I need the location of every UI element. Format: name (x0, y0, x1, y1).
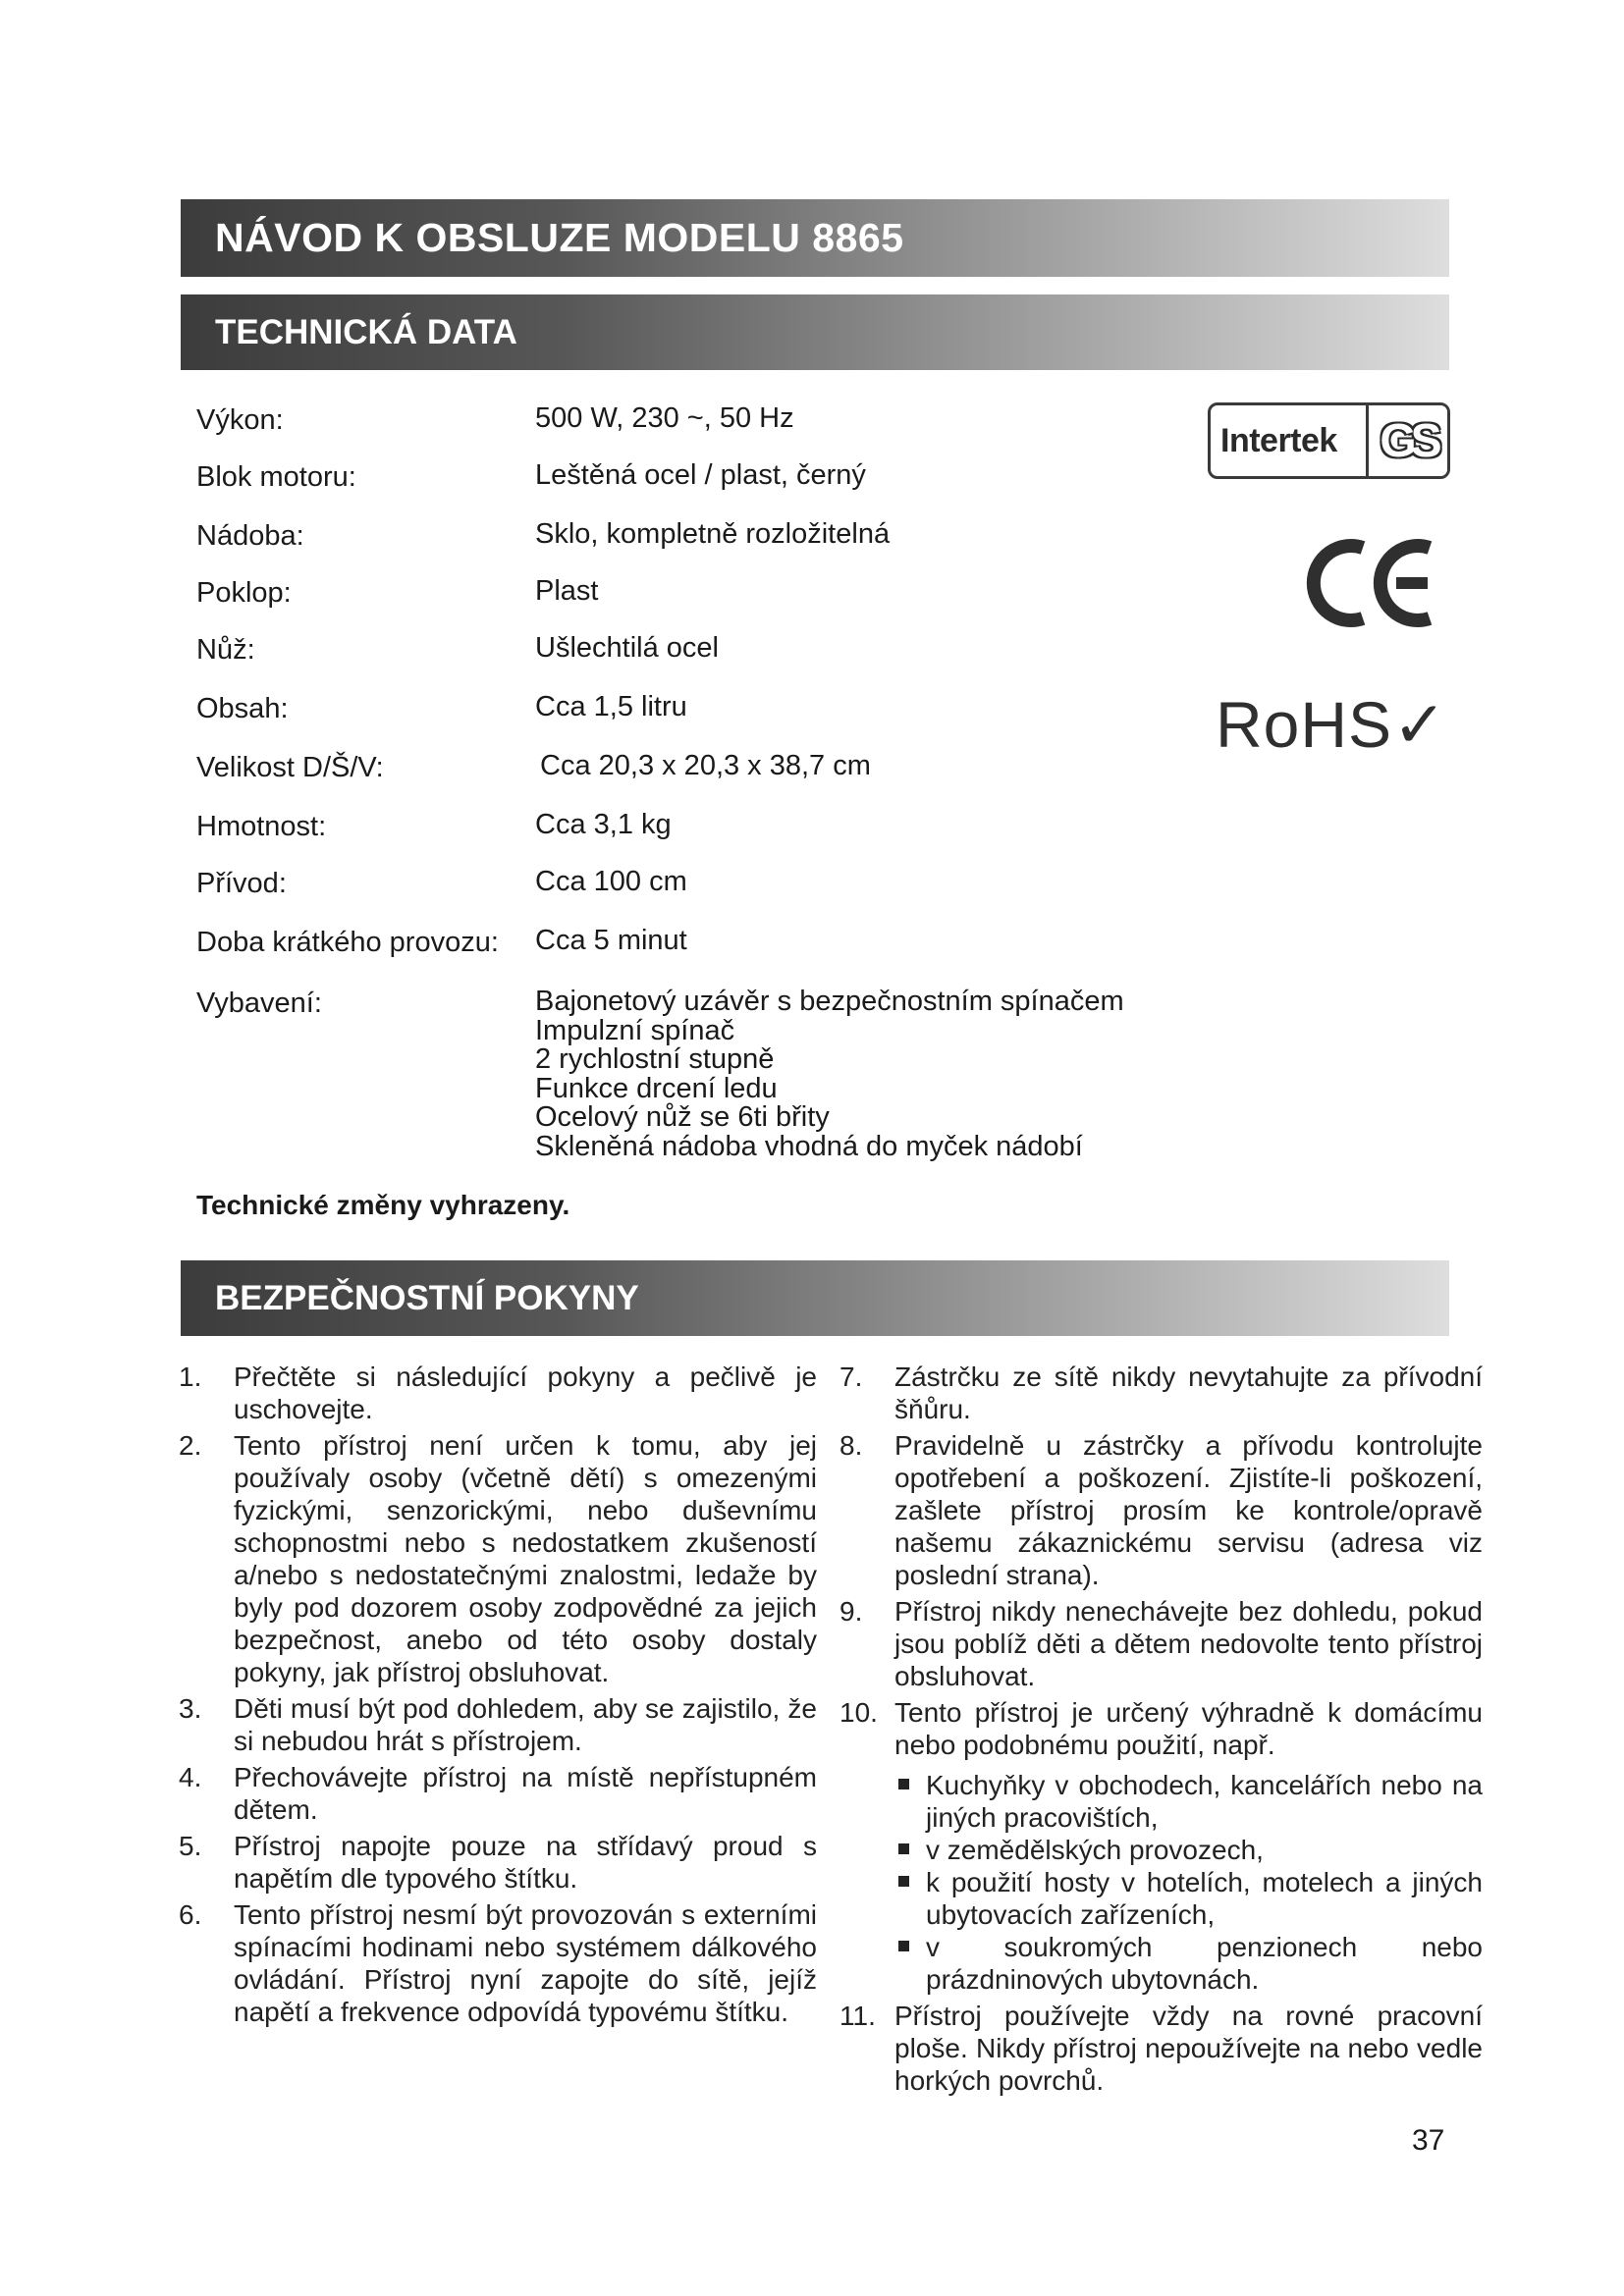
safety-item (179, 1761, 817, 1826)
technical-data-bar (181, 294, 1449, 370)
equipment-item: Impulzní spínač (535, 1014, 735, 1046)
safety-instructions-title: BEZPEČNOSTNÍ POKYNY (215, 1278, 639, 1317)
manual-title: NÁVOD K OBSLUZE MODELU 8865 (215, 215, 904, 260)
safety-item (839, 1361, 1483, 1425)
technical-changes-note: Technické změny vyhrazeny. (196, 1190, 570, 1220)
item-text: Tento přístroj není určen k tomu, aby jej používaly osoby (včetně dětí) s omezenými fyzickými, senzorickými, nebo duševnímu schopnostmi nebo s nedostatkem zkušeností a/nebo s nedostatečnými znalostmi, ledaže by byly pod dozorem osoby zodpovědné za jejich bezpečnost, anebo od této osoby dostaly pokyny, jak přístroj obsluhovat. (234, 1430, 817, 1687)
intertek-logo (1208, 402, 1450, 479)
checkmark-icon: ✓ (1392, 688, 1448, 761)
bullet-text: k použití hosty v hotelích, motelech a jiných ubytovacích zařízeních, (926, 1867, 1483, 1930)
equipment-item: Bajonetový uzávěr s bezpečnostním spínačem (535, 986, 1124, 1017)
spec-value: Sklo, kompletně rozložitelná (535, 518, 891, 550)
spec-value: 500 W, 230 ~, 50 Hz (535, 402, 794, 434)
item-number: 8. (839, 1430, 863, 1461)
item-number: 9. (839, 1596, 863, 1627)
item-text: Přístroj používejte vždy na rovné pracovní ploše. Nikdy přístroj nepoužívejte na nebo vedle horkých povrchů. (894, 2001, 1483, 2096)
item-text: Pravidelně u zástrčky a přívodu kontrolujte opotřebení a poškození. Zjistíte-li poškození, zašlete přístroj prosím ke kontrole/opravě našemu zákaznickému servisu (adresa viz poslední strana). (894, 1430, 1483, 1590)
spec-value: Cca 1,5 litru (535, 691, 687, 722)
spec-label: Vybavení: (196, 988, 322, 1019)
safety-column-right (839, 1361, 1483, 2101)
item-text: Přístroj nikdy nenechávejte bez dohledu, pokud jsou poblíž děti a dětem nedovolte tento přístroj obsluhovat. (894, 1596, 1483, 1691)
item-text: Tento přístroj nesmí být provozován s externími spínacími hodinami nebo systémem dálkového ovládání. Přístroj nyní zapojte do sítě, jejíž napětí a frekvence odpovídá typovému štítku. (234, 1899, 817, 2027)
spec-value: Plast (535, 575, 599, 607)
safety-instructions-bar (181, 1260, 1449, 1336)
intertek-text: Intertek (1220, 421, 1337, 459)
spec-label: Nádoba: (196, 520, 304, 552)
safety-item (839, 1696, 1483, 1761)
equipment-item: 2 rychlostní stupně (535, 1043, 775, 1075)
safety-item (179, 1361, 817, 1425)
safety-item (179, 1898, 817, 2028)
item-text: Přechovávejte přístroj na místě nepřístupném dětem. (234, 1762, 817, 1825)
item-text: Děti musí být pod dohledem, aby se zajistilo, že si nebudou hrát s přístrojem. (234, 1693, 817, 1756)
item-number: 4. (179, 1762, 202, 1792)
bullet-text: v zemědělských provozech, (926, 1835, 1264, 1865)
rohs-text: RoHS (1216, 688, 1393, 761)
safety-item (839, 1429, 1483, 1591)
spec-label: Přívod: (196, 868, 287, 899)
item-number: 3. (179, 1693, 202, 1724)
item-number: 11. (839, 2001, 876, 2031)
item-text: Tento přístroj je určený výhradně k domácímu nebo podobnému použití, např. (894, 1697, 1483, 1760)
rohs-logo (1216, 687, 1447, 763)
equipment-item: Skleněná nádoba vhodná do myček nádobí (535, 1130, 1083, 1162)
spec-label: Obsah: (196, 693, 289, 724)
spec-value: Leštěná ocel / plast, černý (535, 459, 866, 491)
page-number: 37 (1412, 2124, 1445, 2157)
safety-item (179, 1830, 817, 1895)
square-bullet-icon (898, 1843, 909, 1854)
item-text: Zástrčku ze sítě nikdy nevytahujte za přívodní šňůru. (894, 1362, 1483, 1424)
spec-label: Hmotnost: (196, 811, 327, 842)
safety-item (839, 1595, 1483, 1692)
spec-value: Cca 5 minut (535, 925, 687, 956)
item-text: Přečtěte si následující pokyny a pečlivě je uschovejte. (234, 1362, 817, 1424)
safety-item (839, 2000, 1483, 2097)
item-number: 10. (839, 1697, 878, 1728)
safety-item (179, 1429, 817, 1688)
spec-label: Poklop: (196, 577, 292, 609)
spec-value: Cca 100 cm (535, 866, 687, 897)
bullet-item (894, 1866, 1483, 1931)
item-number: 2. (179, 1430, 202, 1461)
spec-label: Nůž: (196, 634, 255, 666)
spec-value: Ušlechtilá ocel (535, 632, 719, 664)
spec-label: Výkon: (196, 404, 284, 436)
spec-value: Cca 20,3 x 20,3 x 38,7 cm (540, 750, 871, 781)
item-number: 6. (179, 1899, 202, 1930)
item-number: 1. (179, 1362, 202, 1392)
ce-mark-icon (1306, 534, 1443, 637)
bullet-text: Kuchyňky v obchodech, kancelářích nebo na jiných pracovištích, (926, 1770, 1483, 1833)
bullet-item (894, 1931, 1483, 1996)
bullet-item (894, 1834, 1483, 1866)
gs-text: GS (1380, 414, 1436, 467)
item-number: 7. (839, 1362, 863, 1392)
item-text: Přístroj napojte pouze na střídavý proud s napětím dle typového štítku. (234, 1831, 817, 1894)
equipment-list (535, 988, 1124, 1161)
item-number: 5. (179, 1831, 202, 1861)
safety-item (179, 1692, 817, 1757)
usage-bullet-list (894, 1769, 1483, 1996)
square-bullet-icon (898, 1779, 909, 1789)
square-bullet-icon (898, 1876, 909, 1887)
square-bullet-icon (898, 1941, 909, 1951)
equipment-item: Funkce drcení ledu (535, 1072, 778, 1104)
spec-label: Doba krátkého provozu: (196, 927, 499, 958)
manual-title-bar (181, 199, 1449, 277)
spec-label: Velikost D/Š/V: (196, 752, 384, 783)
bullet-item (894, 1769, 1483, 1834)
spec-label: Blok motoru: (196, 461, 356, 493)
safety-column-left (179, 1361, 817, 2032)
spec-value: Cca 3,1 kg (535, 809, 672, 840)
equipment-item: Ocelový nůž se 6ti břity (535, 1101, 830, 1133)
technical-data-title: TECHNICKÁ DATA (215, 312, 517, 351)
bullet-text: v soukromých penzionech nebo prázdninových ubytovnách. (926, 1932, 1483, 1995)
gs-mark (1366, 405, 1447, 476)
